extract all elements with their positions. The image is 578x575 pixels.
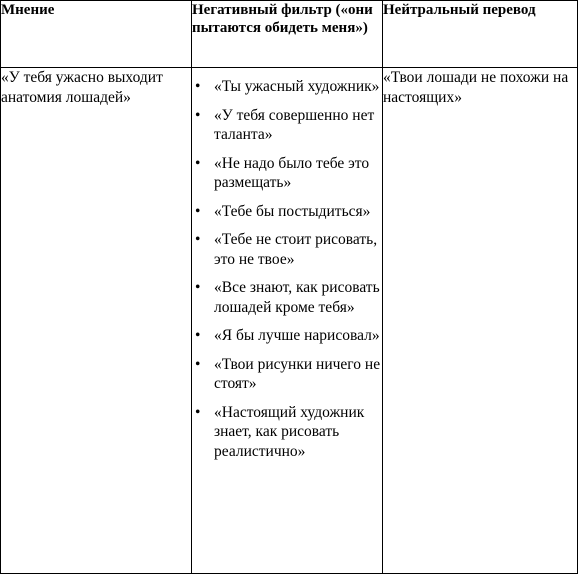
list-item-text: «Все знают, как рисовать лошадей кроме тебя» [214, 279, 380, 316]
bullet-icon: • [195, 106, 201, 124]
bullet-icon: • [195, 231, 201, 248]
list-item-text: «Твои рисунки ничего не стоят» [214, 355, 381, 392]
negative-filter-list [192, 68, 382, 461]
header-opinion: Мнение [1, 1, 192, 68]
list-item [192, 230, 382, 269]
list-item-text: «Я бы лучше нарисовал» [214, 327, 380, 344]
list-item [192, 154, 382, 193]
opinion-cell: «У тебя ужасно выходит анатомия лошадей» [1, 68, 192, 574]
list-item-text: «Не надо было тебе это размещать» [214, 154, 370, 191]
header-row [1, 1, 578, 68]
list-item-text: «Настоящий художник знает, как рисовать реалистично» [214, 403, 365, 460]
list-item [192, 106, 382, 145]
header-neutral-translation: Нейтральный перевод [383, 1, 578, 68]
list-item [192, 77, 382, 97]
bullet-icon: • [195, 202, 201, 220]
list-item [192, 202, 382, 222]
bullet-icon: • [195, 327, 201, 344]
list-item-text: «Тебе не стоит рисовать, это не твое» [214, 231, 378, 268]
bullet-icon: • [195, 78, 201, 95]
list-item [192, 403, 382, 462]
neutral-translation-cell: «Твои лошади не похожи на настоящих» [383, 68, 578, 574]
header-negative-filter: Негативный фильтр («они пытаются обидеть меня») [192, 1, 383, 68]
list-item [192, 326, 382, 346]
bullet-icon: • [195, 403, 201, 421]
body-row [1, 68, 578, 574]
list-item [192, 278, 382, 317]
bullet-icon: • [195, 355, 201, 373]
negative-filter-cell [192, 68, 383, 574]
list-item-text: «У тебя совершенно нет таланта» [214, 106, 375, 143]
bullet-icon: • [195, 279, 201, 296]
list-item-text: «Ты ужасный художник» [214, 78, 380, 95]
bullet-icon: • [195, 154, 201, 172]
list-item [192, 355, 382, 394]
list-item-text: «Тебе бы постыдиться» [214, 202, 371, 220]
